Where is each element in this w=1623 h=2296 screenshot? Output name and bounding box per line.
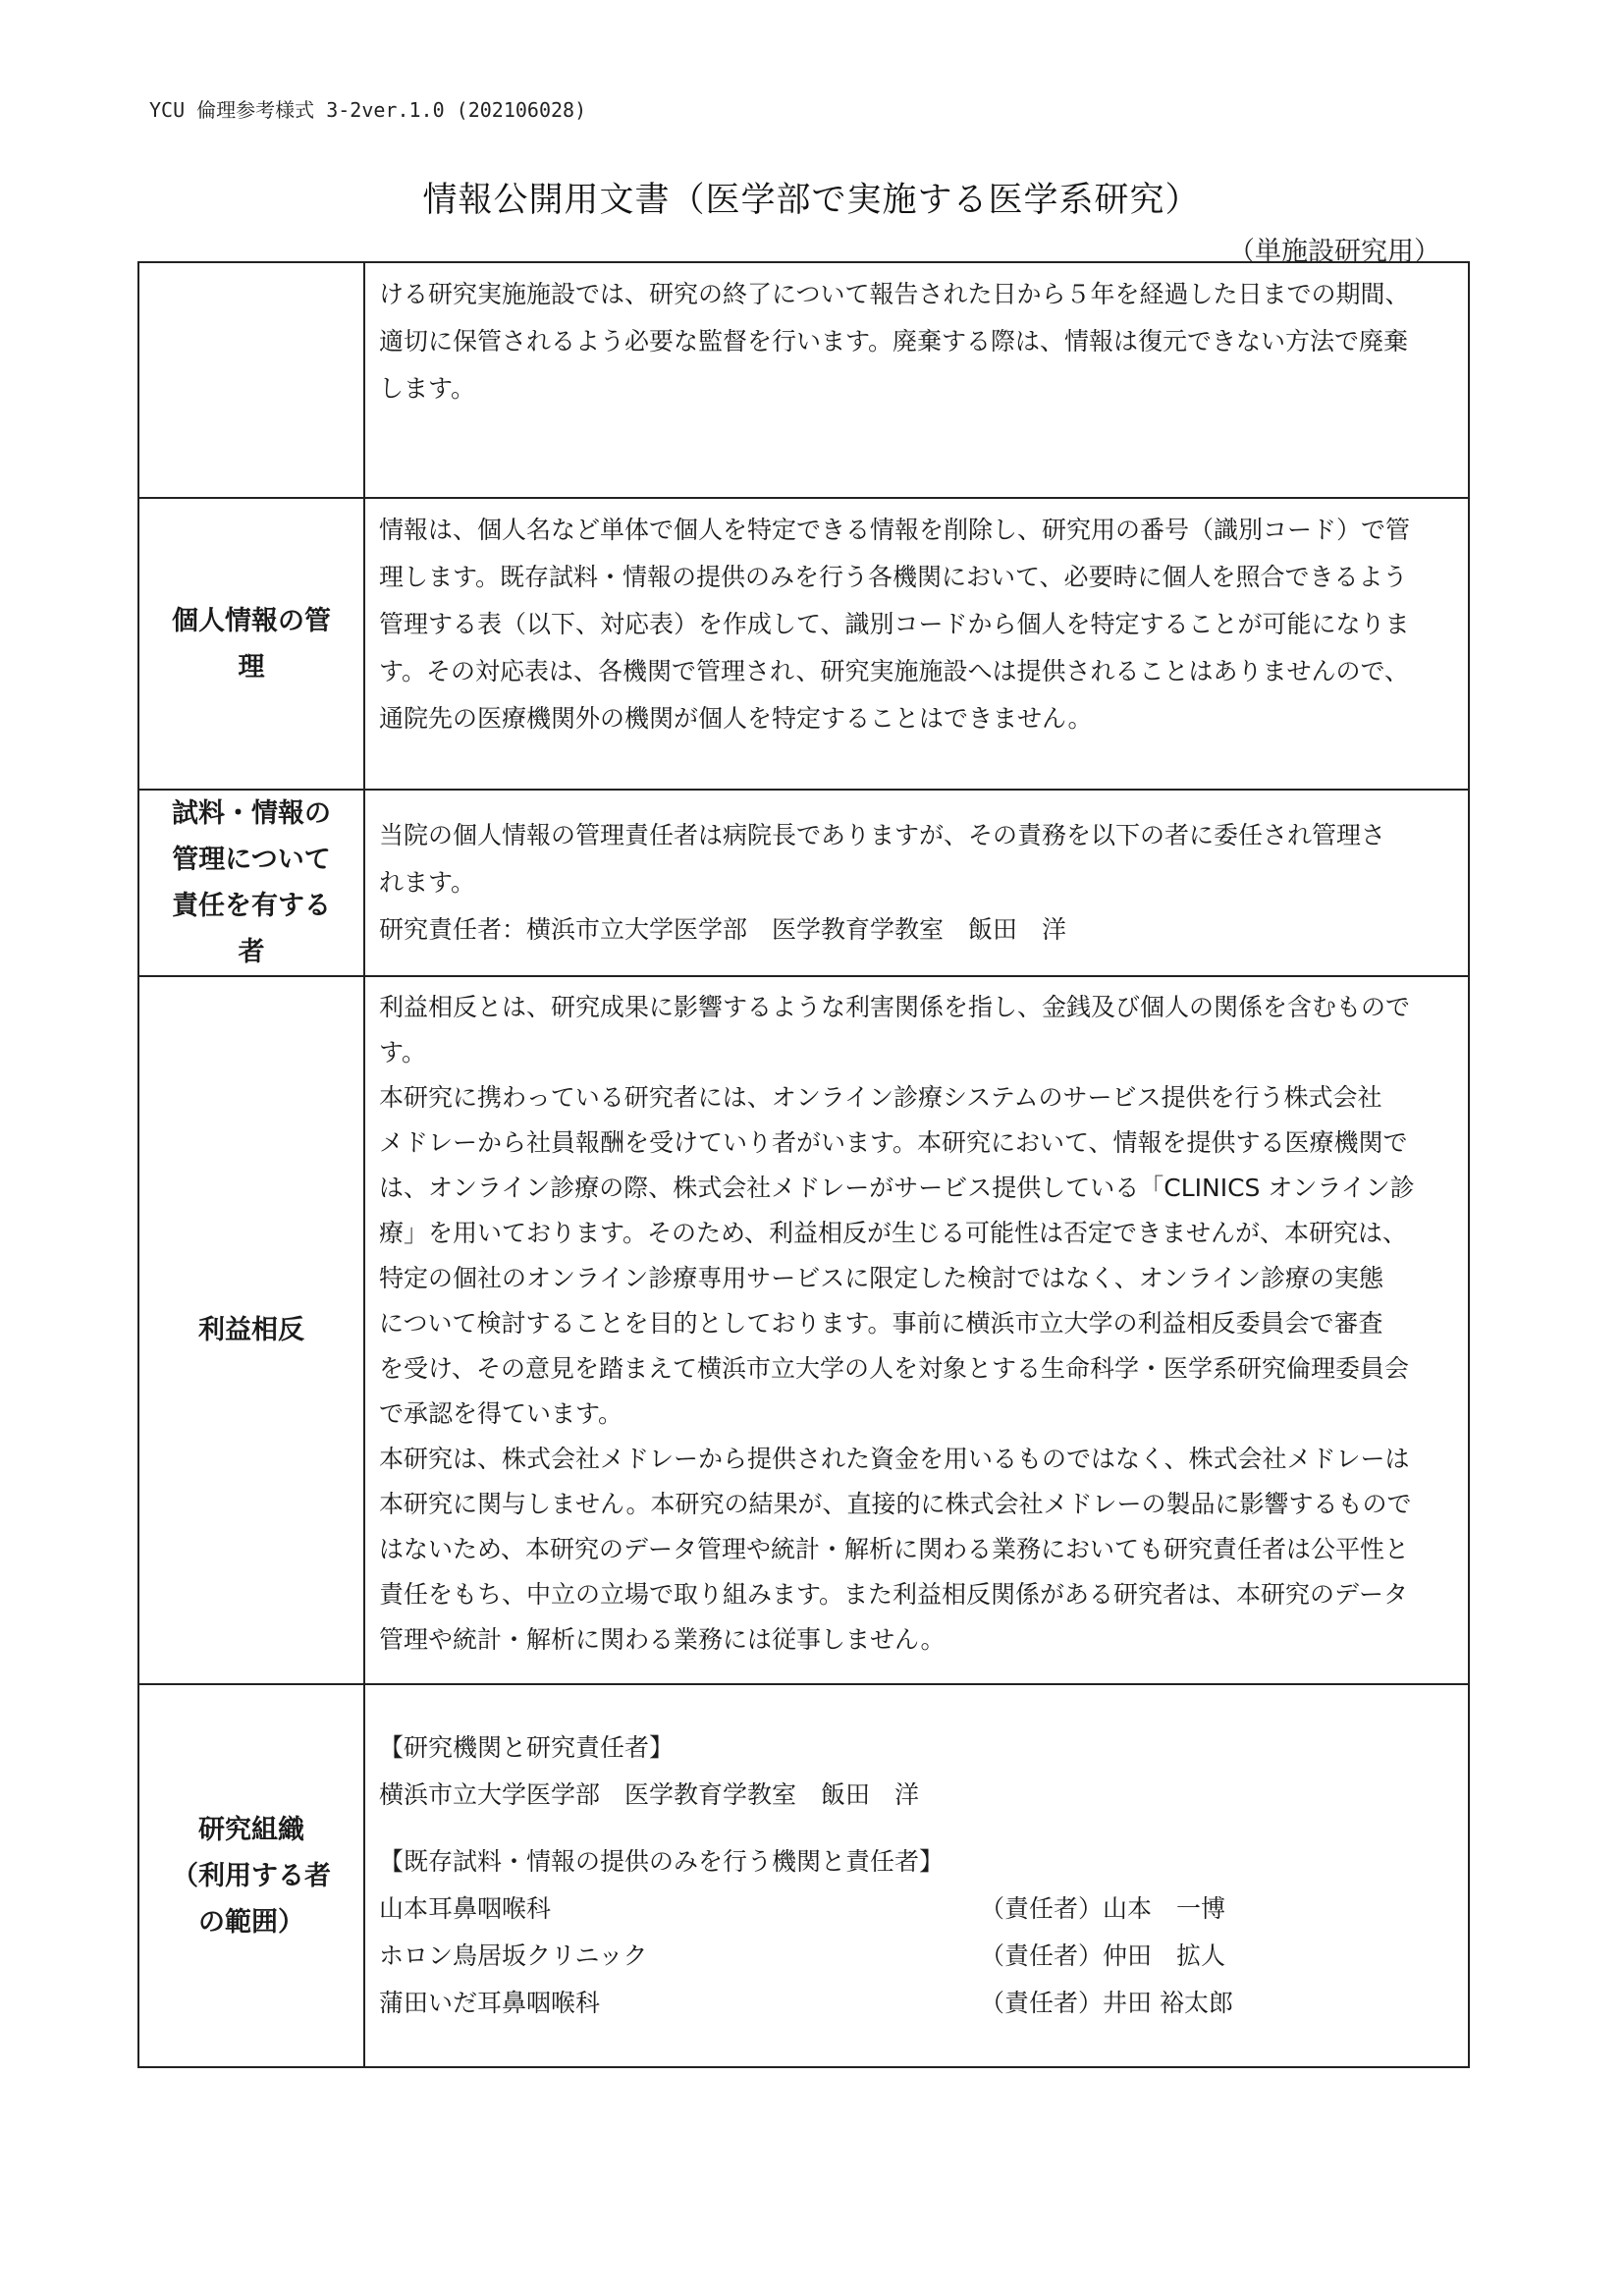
text-line: れます。: [379, 868, 476, 897]
text-line: 特定の個社のオンライン診療専用サービスに限定した検討ではなく、オンライン診療の実態: [379, 1264, 1384, 1292]
text-line: 本研究は、株式会社メドレーから提供された資金を用いるものではなく、株式会社メドレーは: [379, 1445, 1410, 1473]
label-line: の範囲）: [198, 1906, 304, 1938]
table-row-responsible-person: [138, 790, 1469, 976]
provider-institution: ホロン鳥居坂クリニック: [379, 1941, 648, 1970]
research-organization-content: [364, 1684, 1469, 2067]
text-line: はないため、本研究のデータ管理や統計・解析に関わる業務においても研究責任者は公平性と: [379, 1535, 1410, 1563]
label-line: 責任を有する: [172, 891, 331, 921]
personal-info-content: [364, 498, 1469, 790]
label-line: 利益相反: [198, 1315, 304, 1345]
text-line: 管理や統計・解析に関わる業務には従事しません。: [379, 1625, 946, 1654]
providers-heading: 【既存試料・情報の提供のみを行う機関と責任者】: [379, 1847, 945, 1876]
text-line: 適切に保管されるよう必要な監督を行います。廃棄する際は、情報は復元できない方法で廃棄: [379, 327, 1409, 355]
provider-row: [379, 1886, 1454, 1933]
text-line: 療」を用いております。そのため、利益相反が生じる可能性は否定できませんが、本研究は、: [379, 1219, 1408, 1247]
section-gap: [379, 1819, 1454, 1838]
form-id: YCU 倫理参考様式 3-2ver.1.0 (202106028): [149, 98, 587, 122]
row-label-research-organization: [138, 1684, 364, 2067]
provider-role: （責任者）: [980, 1989, 1104, 2017]
text-line: ける研究実施施設では、研究の終了について報告された日から５年を経過した日までの期間、: [379, 280, 1410, 308]
text-line: 当院の個人情報の管理責任者は病院長でありますが、その責務を以下の者に委任され管理さ: [379, 821, 1386, 849]
label-line: （利用する者: [172, 1860, 331, 1891]
table-row-research-organization: [138, 1684, 1469, 2067]
text-line: 利益相反とは、研究成果に影響するような利害関係を指し、金銭及び個人の関係を含むもので: [379, 993, 1411, 1021]
text-line: します。: [379, 374, 476, 403]
table-row-storage-continued: [138, 262, 1469, 498]
provider-name: 仲田 拡人: [1103, 1941, 1226, 1970]
org-heading: 【研究機関と研究責任者】: [379, 1733, 675, 1762]
row-label-responsible-person: [138, 790, 364, 976]
provider-institution: 山本耳鼻咽喉科: [379, 1894, 552, 1923]
text-line: を受け、その意見を踏まえて横浜市立大学の人を対象とする生命科学・医学系研究倫理委員会: [379, 1354, 1410, 1383]
document-subtitle: （単施設研究用）: [1228, 237, 1440, 267]
text-line: 情報は、個人名など単体で個人を特定できる情報を削除し、研究用の番号（識別コード）で管: [379, 516, 1411, 544]
text-line: す。: [379, 1038, 427, 1066]
label-line: 研究組織: [198, 1814, 304, 1845]
row-label-empty: [138, 262, 364, 498]
conflict-of-interest-content: [364, 976, 1469, 1684]
text-line: で承認を得ています。: [379, 1399, 623, 1428]
provider-name: 山本 一博: [1103, 1894, 1226, 1923]
table-row-personal-info: [138, 498, 1469, 790]
disclosure-table: [137, 261, 1470, 2068]
text-line: メドレーから社員報酬を受けていり者がいます。本研究において、情報を提供する医療機関で: [379, 1128, 1408, 1157]
text-line: 本研究に携わっている研究者には、オンライン診療システムのサービス提供を行う株式会社: [379, 1083, 1382, 1112]
text-line: 本研究に関与しません。本研究の結果が、直接的に株式会社メドレーの製品に影響するもので: [379, 1490, 1412, 1518]
text-line: 理します。既存試料・情報の提供のみを行う各機関において、必要時に個人を照合できるよう: [379, 563, 1408, 591]
org-line: 横浜市立大学医学部 医学教育学教室 飯田 洋: [379, 1780, 920, 1809]
storage-content: [364, 262, 1469, 498]
provider-row: [379, 1933, 1454, 1980]
label-line: 管理について: [172, 845, 331, 875]
provider-role: （責任者）: [980, 1941, 1104, 1970]
text-line: す。その対応表は、各機関で管理され、研究実施施設へは提供されることはありませんので、: [379, 657, 1410, 685]
provider-name: 井田 裕太郎: [1103, 1989, 1233, 2017]
text-line: は、オンライン診療の際、株式会社メドレーがサービス提供している「CLINICS オンライン診: [379, 1174, 1415, 1202]
row-label-personal-info: [138, 498, 364, 790]
text-line: 通院先の医療機関外の機関が個人を特定することはできません。: [379, 704, 1093, 733]
provider-row: [379, 1980, 1454, 2027]
text-line: 責任をもち、中立の立場で取り組みます。また利益相反関係がある研究者は、本研究のデータ: [379, 1580, 1409, 1609]
label-line: 者: [238, 937, 265, 967]
text-line: 研究責任者：横浜市立大学医学部 医学教育学教室 飯田 洋: [379, 915, 1067, 944]
provider-institution: 蒲田いだ耳鼻咽喉科: [379, 1989, 601, 2017]
label-line: 理: [238, 651, 265, 683]
provider-role: （責任者）: [980, 1894, 1104, 1923]
responsible-person-content: [364, 790, 1469, 976]
document-title: 情報公開用文書（医学部で実施する医学系研究）: [422, 181, 1201, 220]
text-line: について検討することを目的としております。事前に横浜市立大学の利益相反委員会で審査: [379, 1309, 1383, 1338]
label-line: 試料・情報の: [172, 798, 331, 829]
row-label-conflict-of-interest: [138, 976, 364, 1684]
text-line: 管理する表（以下、対応表）を作成して、識別コードから個人を特定することが可能になりま: [379, 610, 1410, 638]
label-line: 個人情報の管: [172, 605, 331, 636]
table-row-conflict-of-interest: [138, 976, 1469, 1684]
